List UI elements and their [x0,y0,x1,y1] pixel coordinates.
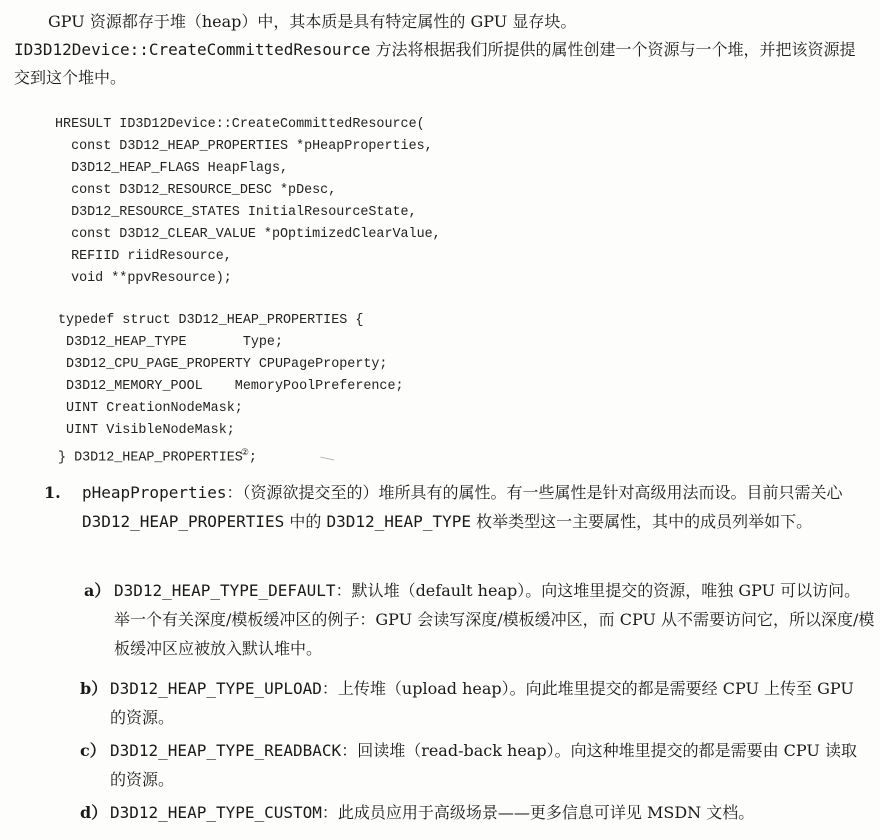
enum-name: D3D12_HEAP_TYPE_CUSTOM [110,803,322,822]
code-line: const D3D12_HEAP_PROPERTIES *pHeapProperties, [55,139,433,154]
list-text: 枚举类型这一主要属性，其中的成员列举如下。 [470,512,813,531]
intro-text: GPU [470,12,508,31]
enum-name: D3D12_HEAP_TYPE_UPLOAD [110,679,322,698]
sub-label: a） [84,581,111,600]
code-line: REFIID riidResource, [55,249,232,264]
enum-name: D3D12_HEAP_TYPE_DEFAULT [114,581,336,600]
param-name: pHeapProperties [82,483,227,502]
code-line-end: ; [248,450,257,466]
code-line: D3D12_RESOURCE_STATES InitialResourceState, [55,205,417,220]
code-line: HRESULT ID3D12Device::CreateCommittedResource( [55,117,425,132]
sub-label: d） [80,803,108,822]
intro-text: 资源都存于堆（ [84,12,202,31]
list-item-body [114,576,876,663]
list-item-body [110,674,872,732]
code-line: UINT VisibleNodeMask; [58,423,235,438]
enum-name: D3D12_HEAP_TYPE_READBACK [110,741,342,760]
code-line: } D3D12_HEAP_PROPERTIES [58,450,243,466]
intro-method-name: ID3D12Device::CreateCommittedResource [14,40,371,59]
list-number: 1. [44,483,61,502]
code-line: UINT CreationNodeMask; [58,401,243,416]
code-block-create-committed-resource [55,114,441,290]
sub-label: c） [80,741,106,760]
intro-heap-word: heap [201,12,242,31]
list-item-body [110,798,872,827]
intro-text: 显存块。 [507,12,577,31]
list-text: ：上传堆（upload heap）。向此堆里提交的都是需要经 CPU 上传至 GPU 的资源。 [110,679,854,727]
footnote-marker: ② [240,448,249,458]
type-name: D3D12_HEAP_TYPE [326,512,471,531]
code-block-heap-properties-struct [58,310,404,469]
code-line: D3D12_MEMORY_POOL MemoryPoolPreference; [58,379,404,394]
code-line: void **ppvResource); [55,271,232,286]
list-text: 中的 [284,512,327,531]
list-text: ：此成员应用于高级场景——更多信息可详见 MSDN 文档。 [321,803,755,822]
list-text: ：默认堆（default heap）。向这堆里提交的资源，唯独 GPU 可以访问。举一个有关深度/模板缓冲区的例子：GPU 会读写深度/模板缓冲区，而 CPU 从不需要访问它，所以深度/模板缓冲区应被放入默认堆中。 [114,581,875,658]
intro-text: ）中，其本质是具有特定属性的 [241,12,471,31]
intro-text: 方法将根据我们所提供的属性创建一个资源与一个堆，并把该资源提交到这个堆中。 [14,40,856,87]
code-line: D3D12_CPU_PAGE_PROPERTY CPUPageProperty; [58,357,388,372]
list-item-body [110,736,872,794]
sub-label: b） [80,679,108,698]
list-text: ：回读堆（read-back heap）。向这种堆里提交的都是需要由 CPU 读取的资源。 [110,741,857,789]
intro-paragraph [14,8,866,92]
type-name: D3D12_HEAP_PROPERTIES [82,512,285,531]
list-item-body [82,478,872,536]
code-line: typedef struct D3D12_HEAP_PROPERTIES { [58,313,364,328]
code-line: const D3D12_CLEAR_VALUE *pOptimizedClearValue, [55,227,441,242]
intro-text: GPU [48,12,85,31]
list-text: ：（资源欲提交至的）堆所具有的属性。有一些属性是针对高级用法而设。目前只需关心 [226,483,843,502]
code-line: const D3D12_RESOURCE_DESC *pDesc, [55,183,337,198]
code-line: D3D12_HEAP_FLAGS HeapFlags, [55,161,289,176]
code-line: D3D12_HEAP_TYPE Type; [58,335,283,350]
